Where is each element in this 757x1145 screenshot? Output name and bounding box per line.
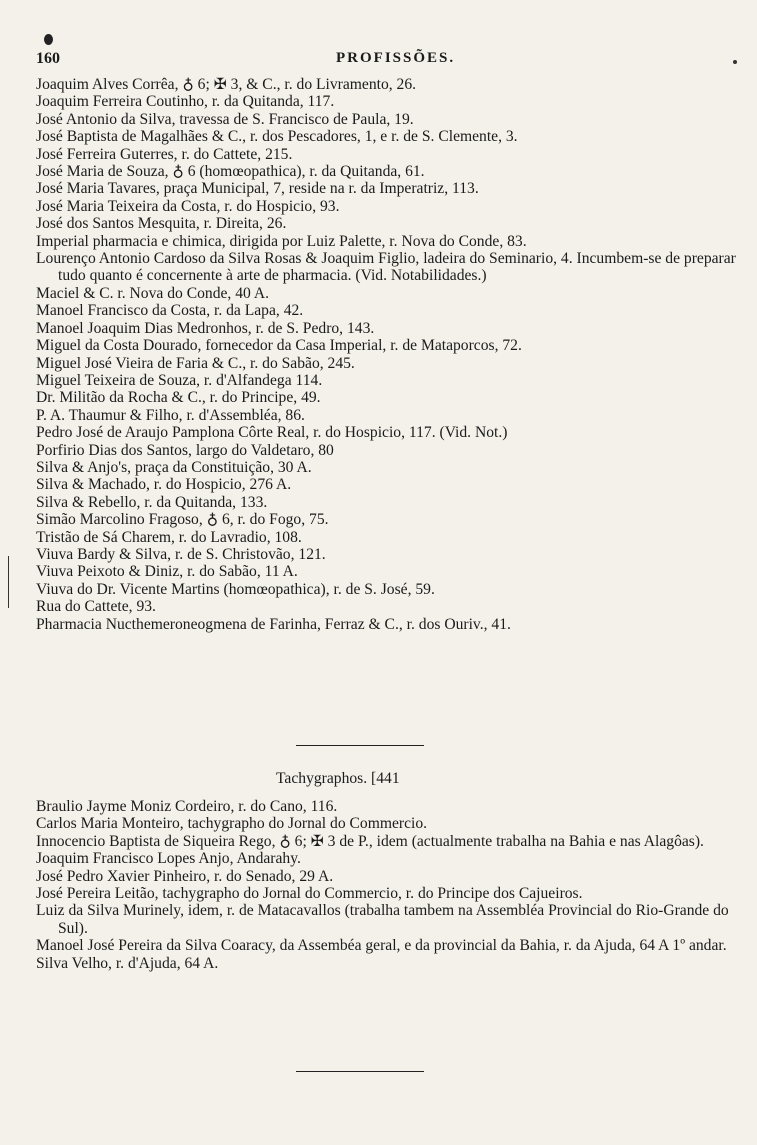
- directory-entry: José Maria de Souza, ♁ 6 (homœopathica), r. da Quitanda, 61.: [36, 163, 425, 181]
- margin-pencil-mark: [8, 556, 9, 608]
- directory-entry: Simão Marcolino Fragoso, ♁ 6, r. do Fogo, 75.: [36, 511, 329, 529]
- directory-entry: José Pedro Xavier Pinheiro, r. do Senado, 29 A.: [36, 867, 334, 885]
- directory-entry: Silva & Anjo's, praça da Constituição, 30 A.: [36, 458, 312, 476]
- section-title: Tachygraphos. [441: [276, 770, 400, 787]
- directory-entry: José Pereira Leitão, tachygrapho do Jornal do Commercio, r. do Principe dos Cajueiros.: [36, 885, 583, 903]
- directory-entry: Silva & Rebello, r. da Quitanda, 133.: [36, 493, 268, 511]
- tachygraphos-listing: [36, 798, 736, 972]
- directory-entry: Lourenço Antonio Cardoso da Silva Rosas & Joaquim Figlio, ladeira do Seminario, 4. Incumbem-se de preparar tudo quanto é concernente à arte de pharmacia. (Vid. Notabilidades.): [36, 250, 736, 285]
- directory-entry: José Maria Tavares, praça Municipal, 7, reside na r. da Imperatriz, 113.: [36, 180, 479, 198]
- directory-entry: José Baptista de Magalhães & C., r. dos Pescadores, 1, e r. de S. Clemente, 3.: [36, 128, 518, 146]
- directory-entry: Manoel Francisco da Costa, r. da Lapa, 42.: [36, 302, 304, 320]
- directory-entry: Viuva Bardy & Silva, r. de S. Christovão, 121.: [36, 545, 326, 563]
- directory-entry: José Maria Teixeira da Costa, r. do Hospicio, 93.: [36, 197, 340, 215]
- directory-entry: Viuva do Dr. Vicente Martins (homœopathica), r. de S. José, 59.: [36, 580, 435, 598]
- directory-entry: Pedro José de Araujo Pamplona Côrte Real, r. do Hospicio, 117. (Vid. Not.): [36, 424, 508, 442]
- directory-entry: José Antonio da Silva, travessa de S. Francisco de Paula, 19.: [36, 110, 414, 128]
- directory-entry: Dr. Militão da Rocha & C., r. do Principe, 49.: [36, 389, 321, 407]
- directory-entry: Manoel José Pereira da Silva Coaracy, da Assembéa geral, e da provincial da Bahia, r. da Ajuda, 64 A 1º andar.: [36, 937, 727, 955]
- running-title: PROFISSÕES.: [336, 50, 456, 66]
- directory-entry: Imperial pharmacia e chimica, dirigida por Luiz Palette, r. Nova do Conde, 83.: [36, 232, 527, 250]
- directory-entry: Joaquim Alves Corrêa, ♁ 6; ✠ 3, & C., r. do Livramento, 26.: [36, 76, 417, 93]
- page-header: [36, 50, 736, 72]
- directory-entry: Maciel & C. r. Nova do Conde, 40 A.: [36, 284, 270, 302]
- section-divider: [296, 745, 424, 746]
- pharmacy-listing: [36, 76, 736, 633]
- directory-entry: Miguel da Costa Dourado, fornecedor da Casa Imperial, r. de Mataporcos, 72.: [36, 337, 522, 355]
- directory-entry: Manoel Joaquim Dias Medronhos, r. de S. Pedro, 143.: [36, 319, 375, 337]
- directory-entry: Silva Velho, r. d'Ajuda, 64 A.: [36, 954, 219, 972]
- directory-entry: Viuva Peixoto & Diniz, r. do Sabão, 11 A.: [36, 563, 298, 581]
- directory-entry: Miguel Teixeira de Souza, r. d'Alfandega 114.: [36, 371, 323, 389]
- directory-entry: Innocencio Baptista de Siqueira Rego, ♁ 6; ✠ 3 de P., idem (actualmente trabalha na Bahia e nas Alagôas).: [36, 832, 704, 850]
- directory-entry: José dos Santos Mesquita, r. Direita, 26.: [36, 215, 287, 233]
- ink-blot: [44, 34, 53, 45]
- directory-entry: Porfirio Dias dos Santos, largo do Valdetaro, 80: [36, 441, 334, 459]
- directory-entry: P. A. Thaumur & Filho, r. d'Assembléa, 86.: [36, 406, 305, 424]
- section-end-divider: [296, 1071, 424, 1072]
- directory-entry: Silva & Machado, r. do Hospicio, 276 A.: [36, 476, 292, 494]
- directory-entry: Joaquim Ferreira Coutinho, r. da Quitanda, 117.: [36, 93, 335, 111]
- directory-entry: Carlos Maria Monteiro, tachygrapho do Jornal do Commercio.: [36, 815, 428, 833]
- directory-entry: Rua do Cattete, 93.: [36, 598, 156, 616]
- directory-entry: Joaquim Francisco Lopes Anjo, Andarahy.: [36, 850, 301, 868]
- directory-entry: Tristão de Sá Charem, r. do Lavradio, 108.: [36, 528, 302, 546]
- directory-entry: José Ferreira Guterres, r. do Cattete, 215.: [36, 145, 293, 163]
- directory-entry: Miguel José Vieira de Faria & C., r. do Sabão, 245.: [36, 354, 355, 372]
- directory-entry: Pharmacia Nucthemeroneogmena de Farinha, Ferraz & C., r. dos Ouriv., 41.: [36, 615, 511, 633]
- directory-entry: Braulio Jayme Moniz Cordeiro, r. do Cano, 116.: [36, 798, 338, 815]
- page-number: 160: [36, 50, 60, 67]
- directory-entry: Luiz da Silva Murinely, idem, r. de Matacavallos (trabalha tambem na Assembléa Provincial do Rio-Grande do Sul).: [36, 902, 729, 937]
